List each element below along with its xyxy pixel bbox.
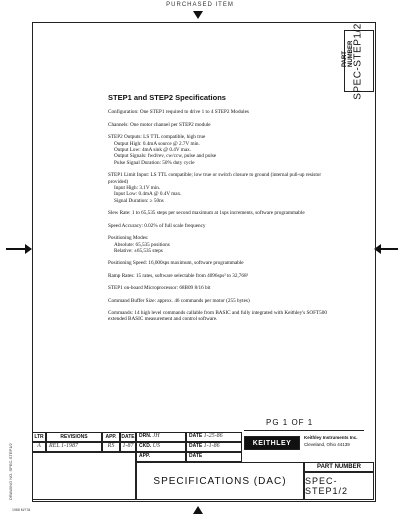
rev-date: 1-87 [120, 442, 136, 452]
checked-date-cell [186, 442, 242, 452]
ltr-header: LTR [32, 432, 46, 442]
document-title: SPECIFICATIONS (DAC) [136, 462, 304, 500]
drawn-date-label: DATE [189, 433, 203, 439]
checked-date-label: DATE [189, 443, 203, 449]
keithley-logo: KEITHLEY [244, 436, 300, 450]
input-low: Input Low: 0.4mA @ 0.4V max. [114, 191, 182, 198]
commands-text: Commands: 14 high level commands callable from BASIC and fully integrated with Keithley's SOFT500 extended BASIC measurement and control software. [108, 309, 327, 323]
relative-mode: Relative: ±65,535 steps [114, 247, 163, 254]
positioning-head: Positioning Modes: [108, 235, 149, 242]
approved-date-label: DATE [186, 452, 242, 462]
drawn-date-cell [186, 432, 242, 442]
center-mark-top [193, 11, 203, 19]
purchased-item-stamp: PURCHASED ITEM [166, 2, 234, 8]
revision-blank-area [32, 452, 136, 500]
title-block [32, 432, 374, 500]
limit-block [108, 172, 330, 204]
checked-date-value: 1-1-86 [203, 443, 220, 449]
outputs-head: STEP2 Outputs: LS TTL compatible, high true [108, 134, 206, 141]
footer-code: 1988 M/734 [12, 508, 31, 512]
center-mark-right [378, 248, 398, 250]
part-number-box-value: SPEC-STEP1/2 [352, 23, 364, 100]
page-rule [244, 430, 364, 431]
slew-rate-text: Slew Rate: 1 to 65,535 steps per second maximum at 1sps increments, software programmable [108, 210, 305, 217]
specification-body [108, 95, 330, 329]
part-number-header: PART NUMBER [304, 462, 374, 472]
microprocessor-text: STEP1 on-board Microprocessor: 68B09 8/16 bit [108, 285, 211, 292]
positioning-block [108, 235, 330, 254]
checked-by-label: CKD. [139, 443, 152, 449]
input-high: Input High: 3.1V min. [114, 185, 161, 192]
configuration-text: Configuration: One STEP1 required to drive 1 to 4 STEP2 Modules [108, 109, 249, 116]
drawn-by-cell [136, 432, 186, 442]
center-mark-left [6, 248, 30, 250]
company-city: Cleveland, Ohio 44139 [304, 442, 350, 447]
date-header: DATE [121, 434, 135, 440]
doc-title: STEP1 and STEP2 Specifications [108, 93, 226, 102]
drawing-number-margin: DRAWING NO. SPEC-STEP1/2 [8, 443, 13, 500]
positioning-speed-text: Positioning Speed: 16,000sps maximum, software programmable [108, 260, 244, 267]
pulse-duration: Pulse Signal Duration: 50% duty cycle [114, 159, 195, 166]
rev-description: REL 1-1987 [46, 442, 102, 452]
page-indicator: PG 1 OF 1 [266, 418, 314, 427]
limit-head: STEP1 Limit Input: LS TTL compatible; low true or switch closure to ground (internal pull-up resistor provided) [108, 172, 322, 185]
drawn-by-label: DRN. [139, 433, 152, 439]
outputs-block [108, 134, 330, 166]
checked-by-cell [136, 442, 186, 452]
company-name: Keithley Instruments Inc. [304, 435, 358, 440]
ramp-rates-text: Ramp Rates: 15 rates, software selectable from 4096sps² to 32,768² [108, 272, 249, 279]
part-number-value: SPEC-STEP1/2 [304, 472, 374, 500]
output-signals: Output Signals: fwd/rev, cw/ccw, pulse and pulse [114, 153, 217, 160]
signal-duration: Signal Duration: ≥ 50ns [114, 197, 164, 204]
speed-accuracy-text: Speed Accuracy: 0.02% of full scale frequency [108, 222, 206, 229]
rev-approval: RS [102, 442, 120, 452]
drawn-by-value: JH [152, 433, 160, 439]
output-low: Output Low: 4mA sink @ 0.4V max. [114, 147, 192, 154]
rev-letter: A [32, 442, 46, 452]
channels-text: Channels: One motor channel per STEP2 module [108, 121, 211, 128]
command-buffer-text: Command Buffer Size: approx. 46 commands per motor (255 bytes) [108, 297, 250, 304]
app-header: APP. [102, 432, 120, 442]
output-high: Output High: 0.4mA source @ 2.7V min. [114, 140, 200, 147]
revisions-header: REVISIONS [46, 432, 102, 442]
part-number-box-label: PART NUMBER [342, 40, 354, 67]
drawn-date-value: 1-25-86 [203, 433, 223, 439]
approved-by-label: APP. [136, 452, 186, 462]
center-mark-bottom [193, 506, 203, 514]
checked-by-value: US [152, 443, 160, 449]
absolute-mode: Absolute: 65,535 positions [114, 241, 170, 248]
